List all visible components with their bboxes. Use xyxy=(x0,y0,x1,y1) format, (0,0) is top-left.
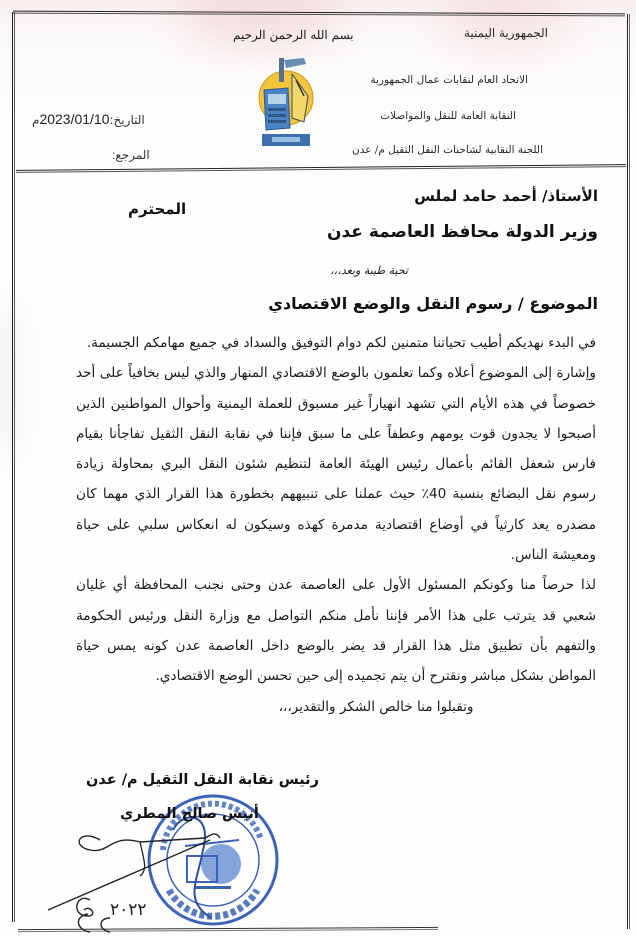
body-paragraph: في البدء نهديكم أطيب تحياتنا متمنين لكم دوام التوفيق والسداد في جميع مهامكم الجسيمة. xyxy=(86,335,596,351)
header-country: الجمهورية اليمنية xyxy=(463,26,548,40)
basmala: بسم الله الرحمن الرحيم xyxy=(233,28,354,42)
subject-line: الموضوع / رسوم النقل والوضع الاقتصادي xyxy=(268,294,598,313)
date-label: التاريخ: xyxy=(109,113,145,127)
signatory-title: رئيس نقابة النقل الثقيل م/ عدن xyxy=(86,772,319,788)
date-value: 2023/01/10 xyxy=(39,111,110,127)
reference-label: المرجع: xyxy=(112,148,150,162)
handwritten-date: ٢٠٢٢ xyxy=(110,900,147,920)
body-paragraph: لذا حرصاً منا وكونكم المسئول الأول على العاصمة عدن وحتى نجنب المحافظة أي غليان شعبي قد يترتب على هذا الأمر فإننا نأمل منكم التواصل مع وزارة النقل ورئيس الحكومة والتفهم بأن تطبيق مثل هذا القرار قد يضر بالوضع داخل العاصمة عدن كونه يمس حياة المواطن بشكل مباشر ونقترح أن يتم تجميده إلى حين تحسن الوضع الاقتصادي. xyxy=(76,577,596,685)
header-committee: اللجنة النقابية لشاحنات النقل الثقيل م/ عدن xyxy=(351,144,543,156)
closing-line: وتقبلوا منا خالص الشكر والتقدير،،، xyxy=(278,698,474,715)
date-suffix: م xyxy=(32,113,40,127)
addressee-title: وزير الدولة محافظ العاصمة عدن xyxy=(326,222,598,242)
header-federation: الاتحاد العام لنقابات عمال الجمهورية xyxy=(370,74,528,86)
body-paragraph: وإشارة إلى الموضوع أعلاه وكما تعلمون بالوضع الاقتصادي المنهار والذي ليس بخافياً على أحد خصوصاً في هذه الأيام التي تشهد انهياراً غير مسبوق للعملة اليمنية وأحوال المواطنين الذين أصبحوا لا يجدون قوت يومهم وعطفاً على ما سبق فإننا في نقابة النقل الثقيل تفاجأنا بقيام فارس شعفل القائم بأعمال رئيس الهيئة العامة لتنظيم شئون النقل البري بمحاولة زيادة رسوم نقل البضائع بنسبة 40٪ حيث عملنا على تنبيههم بخطورة هذا القرار الذي مهما كان مصدره يعد كارثياً في أوضاع اقتصادية مدمرة كهذه وسيكون له انعكاس سلبي على حياة ومعيشة الناس. xyxy=(76,365,596,564)
frame-border-left xyxy=(12,12,15,922)
frame-border-right xyxy=(627,14,630,929)
header-divider xyxy=(16,164,626,173)
paper-tint xyxy=(440,0,570,50)
truck-union-logo-icon xyxy=(258,52,314,152)
signatory-name: أنيس صالح المطري xyxy=(120,806,259,822)
greeting: تحية طيبة وبعد،،، xyxy=(330,264,408,277)
date-field xyxy=(32,111,145,127)
addressee-name: الأستاذ/ أحمد حامد لملس xyxy=(414,187,598,205)
addressee-honorific: المحترم xyxy=(128,200,187,218)
header-union: النقابة العامة للنقل والمواصلات xyxy=(380,110,516,122)
letter-body xyxy=(76,328,596,722)
paper-tint xyxy=(180,0,340,50)
paper-tint xyxy=(0,300,20,460)
